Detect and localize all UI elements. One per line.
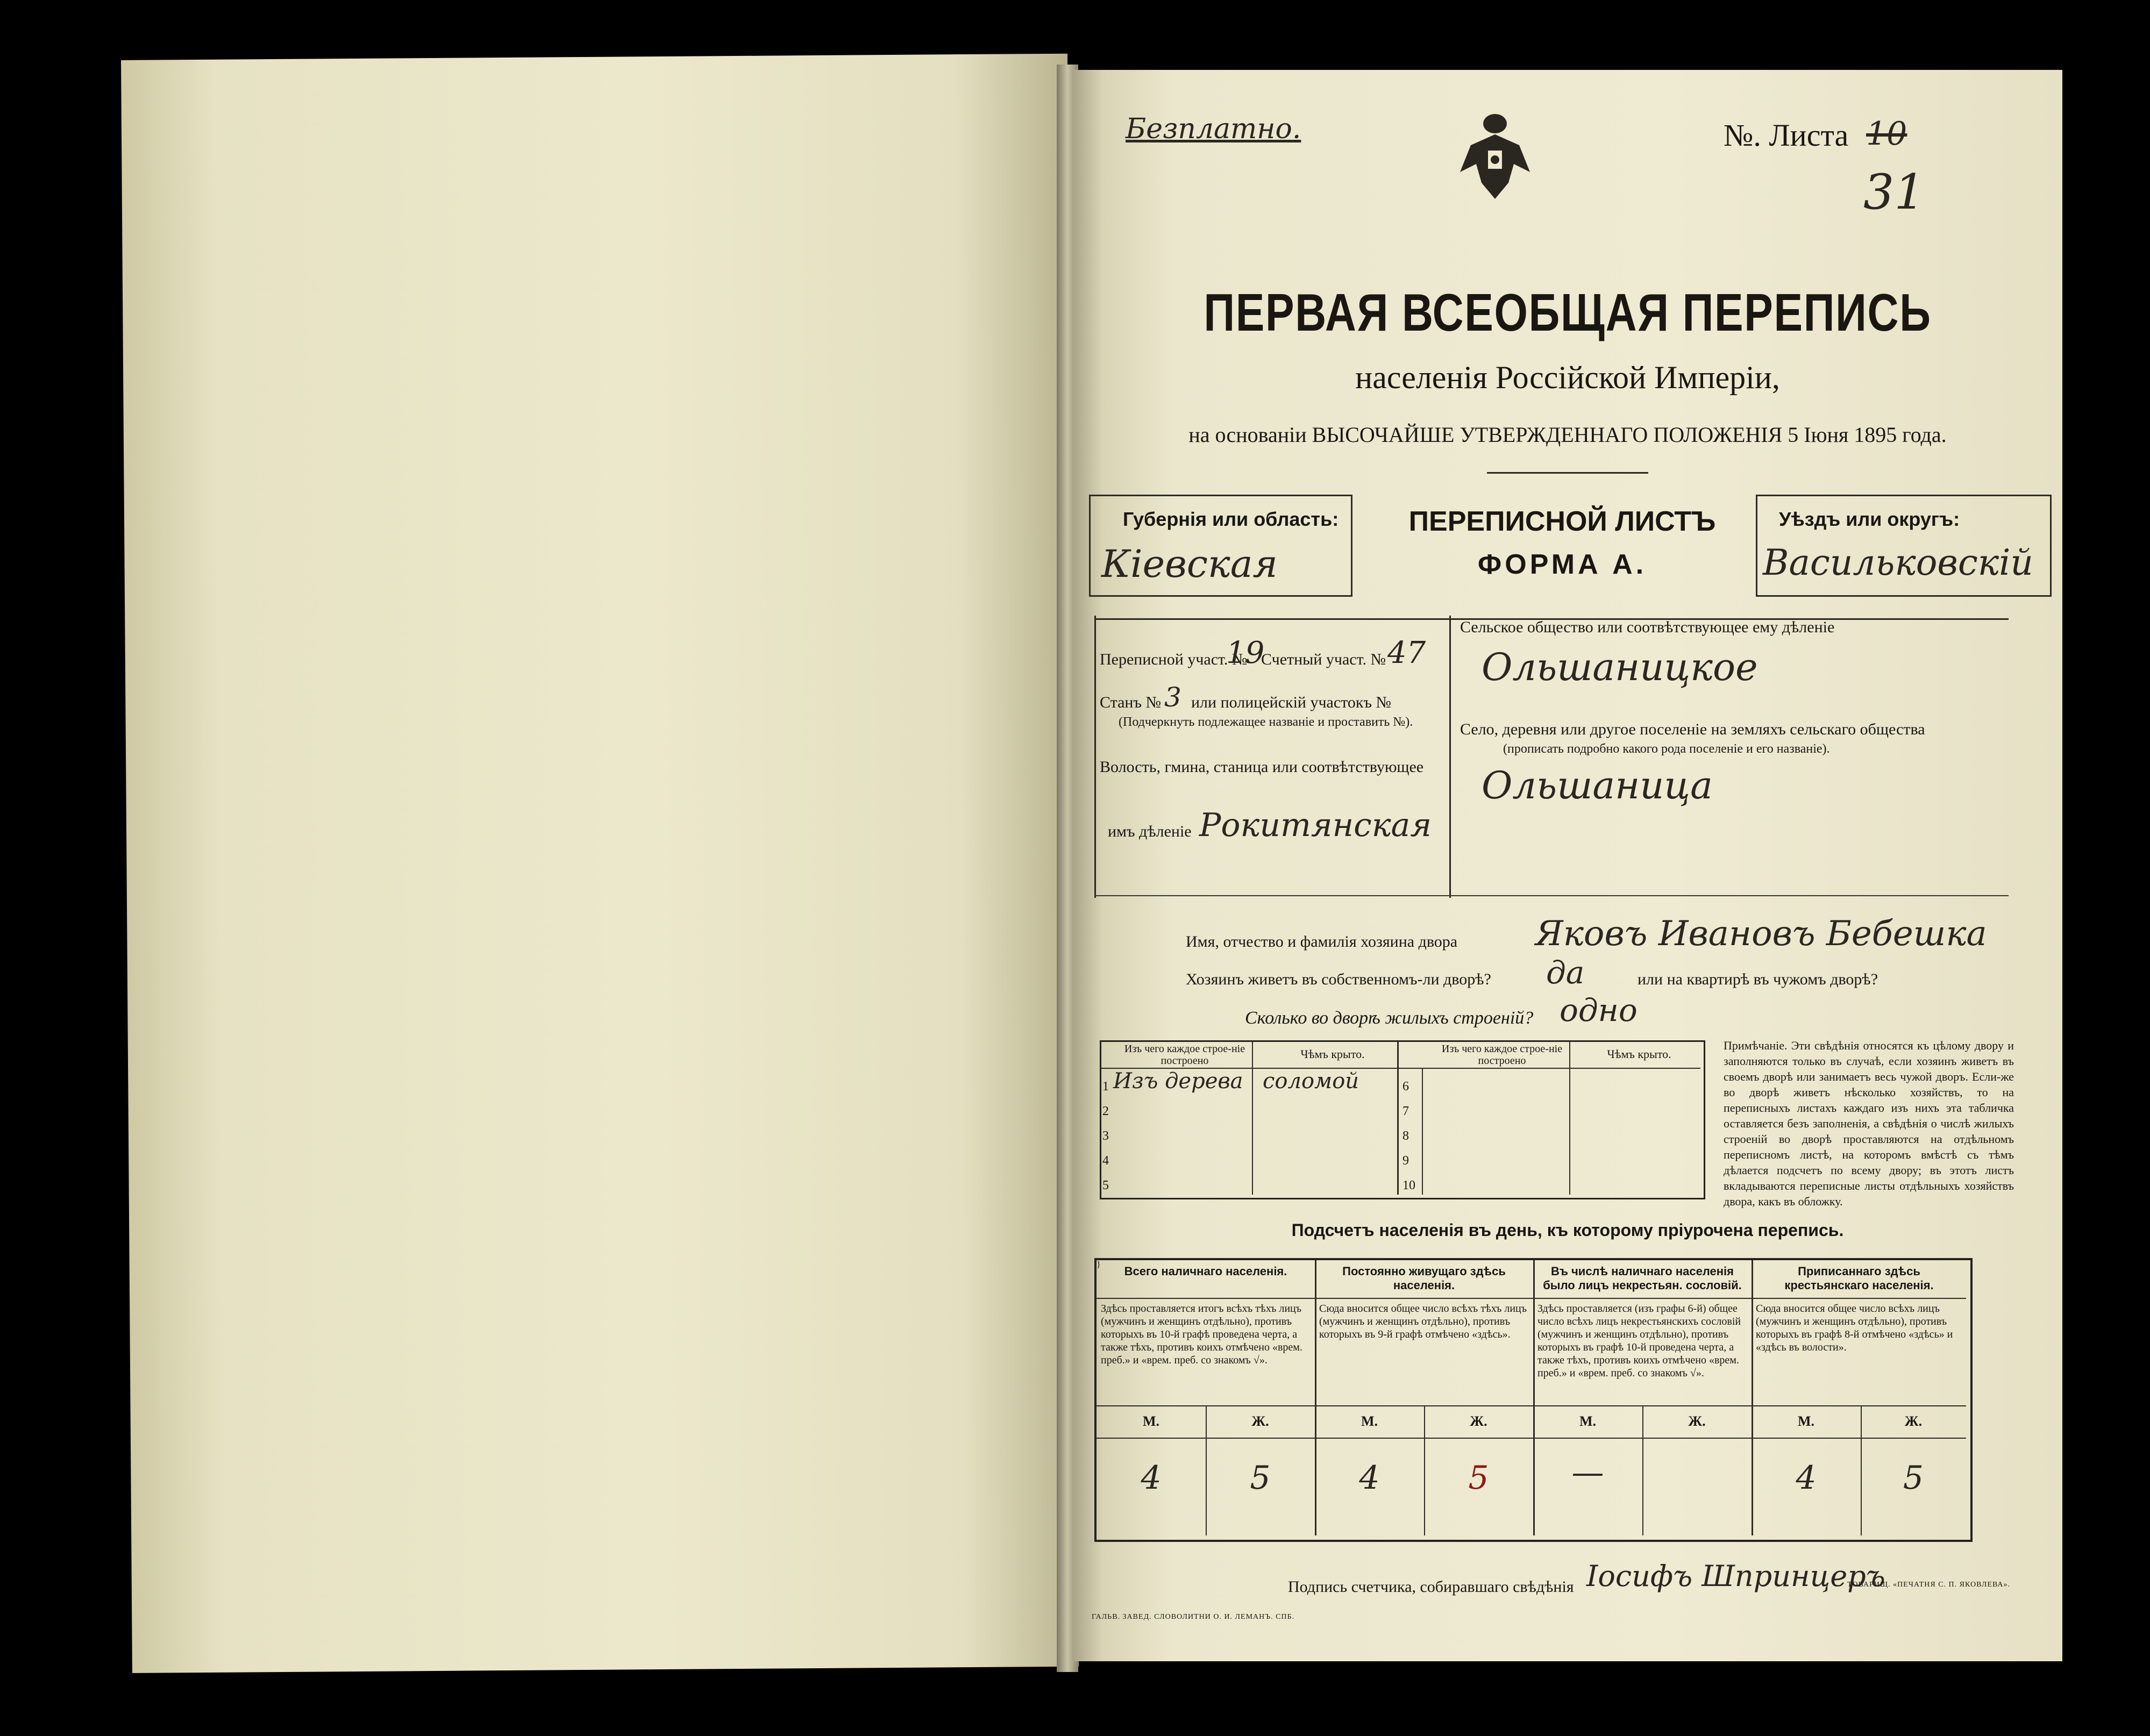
volost-value: Рокитянская xyxy=(1199,806,1432,844)
row-num: 5 xyxy=(1102,1178,1109,1192)
census-form-page xyxy=(1073,70,2062,1661)
population-count-table: Всего наличнаго населенія. Постоянно живущаго здѣсь населенія. Въ числѣ наличнаго населенія было лицъ некрестьян. сословій. Приписаннаго здѣсь крестьянскаго населенія. Здѣсь проставляется итогъ всѣхъ тѣхъ лицъ (мужчинъ и женщинъ отдѣльно), противъ которыхъ въ 10-й графѣ проведена черта, а также тѣхъ, противъ коихъ отмѣчено «врем. преб.» и «врем. преб. со знакомъ √». Сюда вносится общее число всѣхъ тѣхъ лицъ (мужчинъ и женщинъ отдѣльно), противъ которыхъ въ 9-й графѣ отмѣчено «здѣсь». Здѣсь проставляется (изъ графы 6-й) общее число всѣхъ лицъ некрестьянскихъ сословій (мужчинъ и женщинъ отдѣльно), противъ которыхъ въ графѣ 10-й проведена черта, а также тѣхъ, противъ коихъ отмѣчено «врем. преб.» и «врем. преб. со знакомъ √». Сюда вносится общее число всѣхъ лицъ (мужчинъ и женщинъ отдѣльно), противъ которыхъ въ графѣ 8-й отмѣчено «здѣсь» и «здѣсь въ волости». М. Ж. М. Ж. М. Ж. М. Ж. 4 5 4 5 — 4 5 } xyxy=(1094,1258,1973,1542)
zh-label: Ж. xyxy=(1688,1413,1706,1429)
m-label: М. xyxy=(1142,1413,1160,1429)
col2-header: Постоянно живущаго здѣсь населенія. xyxy=(1342,1265,1506,1292)
stan-suffix: или полицейскій участокъ № xyxy=(1191,694,1392,711)
village-society-value: Ольшаницкое xyxy=(1482,645,1758,689)
row-num: 4 xyxy=(1102,1154,1109,1168)
col4-zh-value: 5 xyxy=(1903,1459,1924,1497)
m-label: М. xyxy=(1579,1413,1597,1429)
col2-desc: Сюда вносится общее число всѣхъ тѣхъ лицъ (мужчинъ и женщинъ отдѣльно), противъ которыхъ въ 9-й графѣ отмѣчено «здѣсь». xyxy=(1319,1303,1527,1340)
col1-header: Всего наличнаго населенія. xyxy=(1124,1265,1287,1278)
province-value: Кіевская xyxy=(1101,542,1278,586)
row-num: 3 xyxy=(1102,1129,1109,1143)
m-label: М. xyxy=(1361,1413,1378,1429)
owner-value: Яковъ Ивановъ Бебешка xyxy=(1535,914,1987,954)
census-section-label: Переписной участ. № xyxy=(1100,651,1248,668)
zh-label: Ж. xyxy=(1251,1413,1269,1429)
form-title-2: ФОРМА А. xyxy=(1477,549,1647,580)
ornament-divider xyxy=(1487,472,1648,474)
col3-header: Въ числѣ наличнаго населенія было лицъ некрестьян. сословій. xyxy=(1543,1265,1742,1292)
signature-label: Подпись счетчика, собиравшаго свѣдѣнія xyxy=(1288,1578,1574,1596)
district-label: Уѣздъ или округъ: xyxy=(1779,508,1960,530)
count-section-title: Подсчетъ населенія въ день, къ которому пріурочена перепись. xyxy=(1291,1220,1844,1240)
counting-section-label: Счетный участ. № xyxy=(1261,651,1386,668)
col1-m-value: 4 xyxy=(1141,1459,1162,1497)
col2-zh-value: 5 xyxy=(1468,1459,1489,1497)
imprint-left: ГАЛЬВ. ЗАВЕД. СЛОВОЛИТНИ О. И. ЛЕМАНЪ. СПБ. xyxy=(1092,1613,1295,1621)
col-material-header-right: Изъ чего каждое строе-ніе построено xyxy=(1441,1043,1563,1067)
buildings-label: Сколько во дворѣ жилыхъ строеній? xyxy=(1245,1008,1534,1028)
col3-desc: Здѣсь проставляется (изъ графы 6-й) общее число всѣхъ лицъ некрестьянскихъ сословій (мужчинъ и женщинъ отдѣльно), противъ которыхъ въ графѣ 10-й проведена черта, а также тѣхъ, противъ коихъ отмѣчено «врем. преб.» и «врем. преб. со знакомъ √». xyxy=(1537,1303,1741,1379)
owner-label: Имя, отчество и фамилія хозяина двора xyxy=(1186,933,1458,951)
fields-divider xyxy=(1449,616,1451,898)
col4-header: Приписаннаго здѣсь крестьянскаго населенія. xyxy=(1784,1265,1934,1292)
left-blank-page xyxy=(121,54,1079,1673)
subtitle: населенія Россійской Имперіи, xyxy=(1355,360,1780,395)
volost-label-2: имъ дѣленіе xyxy=(1108,823,1192,840)
volost-label: Волость, гмина, станица или соотвѣтствующее xyxy=(1100,758,1424,776)
col4-m-value: 4 xyxy=(1796,1459,1817,1497)
rent-label: или на квартирѣ въ чужомъ дворѣ? xyxy=(1638,970,1878,988)
buildings-table xyxy=(1100,1040,1705,1199)
own-yard-label: Хозяинъ живетъ въ собственномъ-ли дворѣ? xyxy=(1186,970,1491,988)
col4-desc: Сюда вносится общее число всѣхъ лицъ (мужчинъ и женщинъ отдѣльно), противъ которыхъ въ графѣ 8-й отмѣчено «здѣсь» и «здѣсь въ волости». xyxy=(1756,1303,1953,1353)
settlement-note: (прописать подробно какого рода поселеніе и его названіе). xyxy=(1503,742,1830,756)
sheet-number-crossed: 10 xyxy=(1866,115,1907,153)
imprint-right: ТОВАРИЩ. «ПЕЧАТНЯ С. П. ЯКОВЛЕВА». xyxy=(1847,1581,2011,1589)
zh-label: Ж. xyxy=(1470,1413,1487,1429)
col3-m-value: — xyxy=(1571,1454,1604,1491)
own-yard-value: да xyxy=(1546,954,1585,991)
col-roof-header-right: Чѣмъ крыто. xyxy=(1607,1047,1671,1061)
buildings-note: Примѣчаніе. Эти свѣдѣнія относятся къ цѣлому двору и заполняются только въ случаѣ, если хозяинъ живетъ въ своемъ дворѣ или занимаетъ весь чужой дворъ. Если-же во дворѣ живетъ нѣсколько хозяйствъ, то на переписныхъ листахъ каждаго изъ нихъ эта табличка оставляется безъ заполненія, а свѣдѣнія о числѣ жилыхъ строеній во дворѣ проставляются на отдѣльномъ переписномъ листѣ, на которомъ вмѣстѣ съ тѣмъ дѣлается подсчетъ по всему двору; въ этотъ листъ вкладываются переписные листы отдѣльныхъ хозяйствъ двора, какъ въ обложку. xyxy=(1724,1039,2014,1208)
imperial-eagle-emblem xyxy=(1449,108,1541,210)
buildings-value: одно xyxy=(1560,992,1638,1028)
stan-note: (Подчеркнуть подлежащее названіе и проставить №). xyxy=(1119,715,1413,729)
main-title: ПЕРВАЯ ВСЕОБЩАЯ ПЕРЕПИСЬ xyxy=(1204,283,1932,342)
row-num: 9 xyxy=(1403,1154,1409,1168)
row-num: 7 xyxy=(1403,1104,1409,1118)
col2-m-value: 4 xyxy=(1359,1459,1380,1497)
free-label: Безплатно. xyxy=(1126,113,1301,145)
row-num: 8 xyxy=(1403,1129,1409,1143)
sheet-number-label: №. Листа xyxy=(1724,118,1849,153)
counting-section-value: 47 xyxy=(1387,635,1426,670)
row-num: 6 xyxy=(1403,1080,1409,1094)
col1-zh-value: 5 xyxy=(1250,1459,1271,1497)
row-num: 2 xyxy=(1102,1104,1109,1118)
col-material-header: Изъ чего каждое строе-ніе построено xyxy=(1124,1043,1245,1067)
district-value: Васильковскій xyxy=(1763,542,2033,583)
province-label: Губернія или область: xyxy=(1123,508,1339,530)
m-label: М. xyxy=(1797,1413,1815,1429)
zh-label: Ж. xyxy=(1904,1413,1923,1429)
stan-value: 3 xyxy=(1164,682,1181,713)
settlement-value: Ольшаница xyxy=(1482,763,1713,808)
col-roof-header: Чѣмъ крыто. xyxy=(1300,1047,1365,1061)
village-society-label: Сельское общество или соотвѣтствующее ему дѣленіе xyxy=(1460,618,1835,636)
row1-material: Изъ дерева xyxy=(1113,1069,1243,1094)
form-header-box xyxy=(1089,495,2052,602)
col1-desc: Здѣсь проставляется итогъ всѣхъ тѣхъ лицъ (мужчинъ и женщинъ отдѣльно), противъ которыхъ въ 10-й графѣ проведена черта, а также тѣхъ, противъ коихъ отмѣчено «врем. преб.» и «врем. преб. со знакомъ √». xyxy=(1101,1303,1302,1366)
row-num: 1 xyxy=(1102,1080,1109,1094)
row-num: 10 xyxy=(1403,1178,1415,1192)
basis-line: на основаніи ВЫСОЧАЙШЕ УТВЕРЖДЕННАГО ПОЛОЖЕНІЯ 5 Іюня 1895 года. xyxy=(1188,423,1947,447)
stan-label: Станъ № xyxy=(1100,694,1162,711)
row1-roof: соломой xyxy=(1263,1069,1359,1094)
census-section-value: 19 xyxy=(1226,635,1265,670)
sheet-number: 31 xyxy=(1863,164,1925,220)
signature-value: Іосифъ Шпринцеръ xyxy=(1586,1559,1885,1593)
settlement-label: Село, деревня или другое поселеніе на земляхъ сельскаго общества xyxy=(1460,720,1925,738)
form-title-1: ПЕРЕПИСНОЙ ЛИСТЪ xyxy=(1408,506,1716,537)
